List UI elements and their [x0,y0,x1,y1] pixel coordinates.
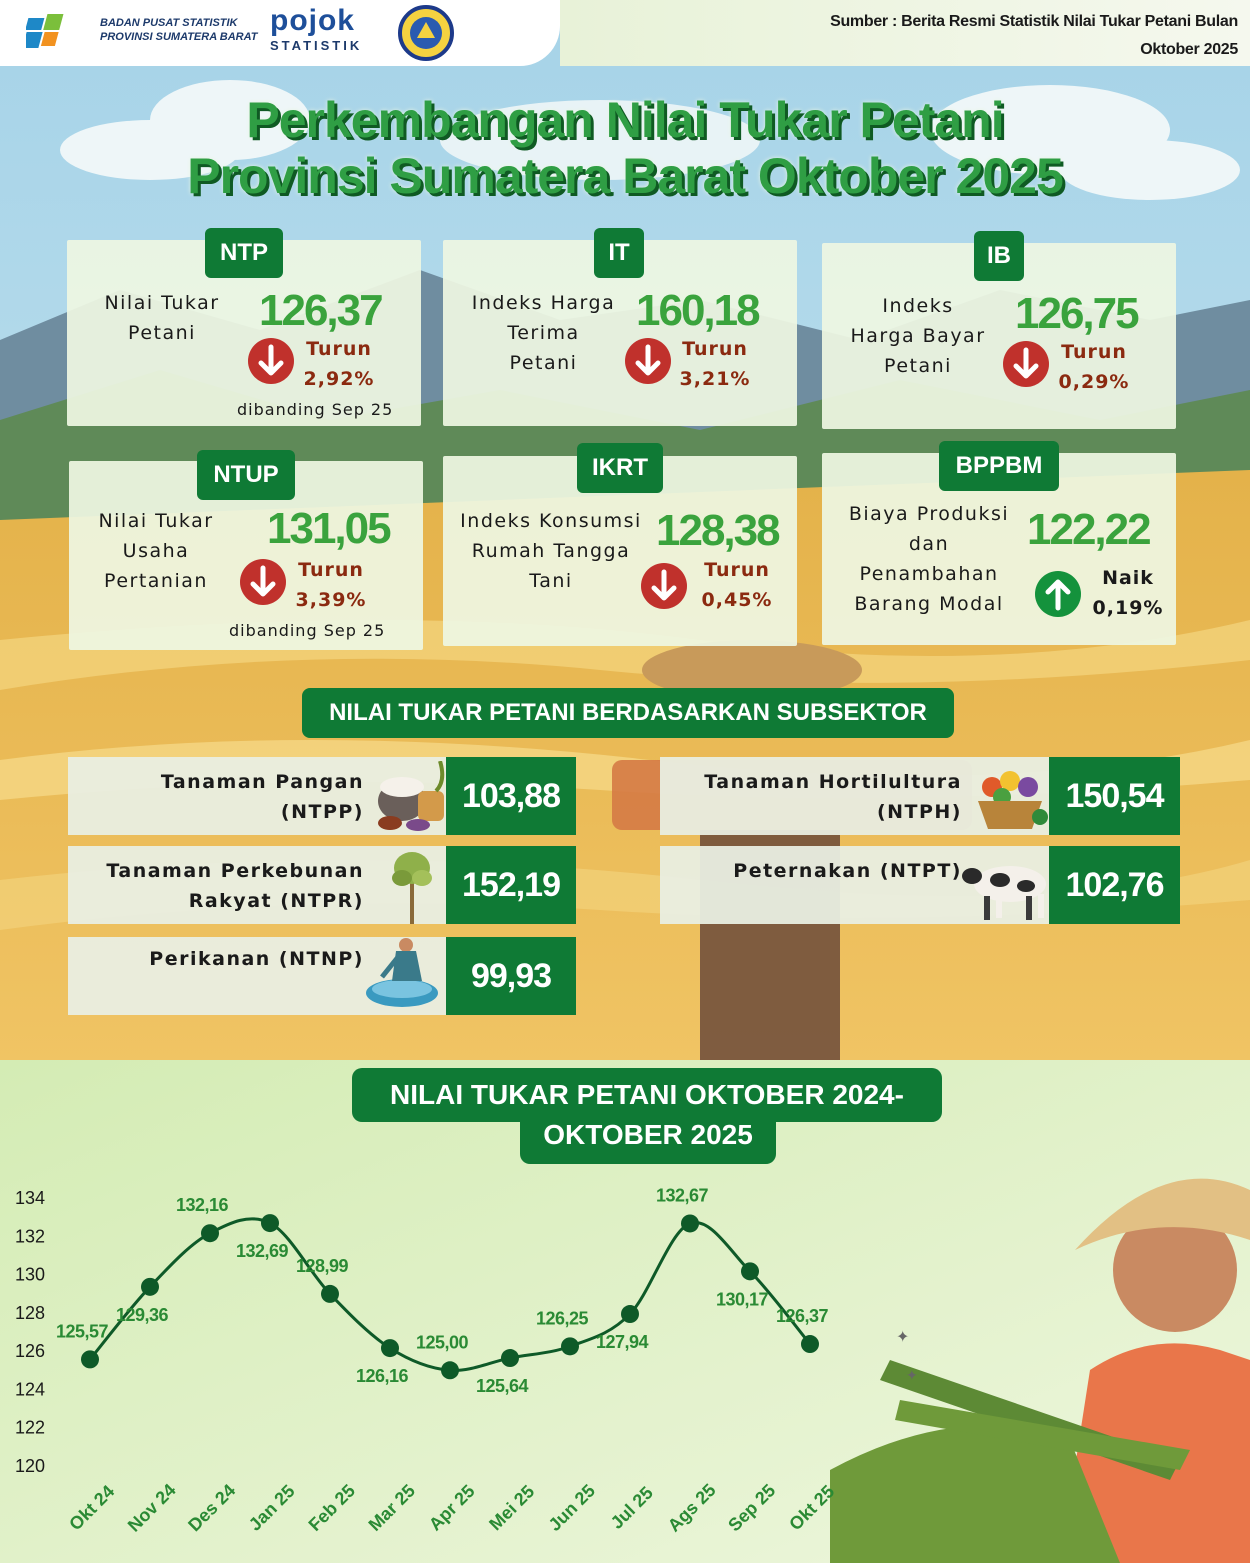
y-tick-label: 128 [14,1302,46,1323]
card-it-label-line3: Petani [509,352,578,374]
page-title [0,92,1250,204]
subsector-row-ntpp [68,757,576,835]
x-tick-label: Ags 25 [663,1479,720,1536]
card-ikrt-label [451,506,651,596]
x-tick-label: Jan 25 [244,1480,299,1535]
card-ntp-label-line1: Nilai Tukar [104,292,220,314]
card-ib-label-line1: Indeks [882,295,954,317]
data-point [381,1339,399,1357]
y-tick-label: 130 [14,1264,46,1285]
card-ikrt-value: 128,38 [656,506,779,555]
card-bppbm-value: 122,22 [1027,505,1150,554]
subsector-ntph-label [660,767,962,827]
down-arrow-icon [240,559,286,605]
data-point [801,1335,819,1353]
down-arrow-icon [248,338,294,384]
card-ikrt-direction: Turun [704,559,770,581]
data-point [621,1305,639,1323]
x-tick-label: Nov 24 [123,1479,180,1536]
subsector-row-ntpr [68,846,576,924]
down-arrow-icon [625,338,671,384]
page-title-line2: Provinsi Sumatera Barat Oktober 2025 [187,148,1063,204]
pojok-logo-subtext: STATISTIK [270,38,363,53]
card-bppbm-tag: BPPBM [939,441,1059,491]
card-ib-direction: Turun [1061,341,1127,363]
data-point [321,1285,339,1303]
card-ib-label-line2: Harga Bayar [850,325,986,347]
cow-icon [960,856,1056,922]
card-ikrt-change [693,555,781,615]
data-value-label: 125,00 [415,1332,469,1353]
card-bppbm-label-line1: Biaya Produksi [848,503,1010,525]
data-value-label: 132,16 [175,1195,229,1216]
data-value-label: 132,69 [235,1241,289,1262]
chart-heading-line2: OKTOBER 2025 [543,1119,753,1150]
data-value-label: 132,67 [655,1185,709,1206]
card-ntup-label-line2: Usaha [122,540,190,562]
subsector-ntpr-label-line2: Rakyat (NTPR) [188,890,364,912]
card-ntup-compare: dibanding Sep 25 [229,621,386,640]
svg-text:✦: ✦ [896,1327,910,1346]
subsector-ntpr-value: 152,19 [446,846,576,924]
data-value-label: 126,37 [775,1306,829,1327]
card-ntp-change [295,334,383,394]
down-arrow-icon [641,563,687,609]
card-bppbm-change [1084,563,1172,623]
data-value-label: 125,57 [55,1321,109,1342]
subsector-row-ntpt [660,846,1180,924]
ntp-line-chart [0,1060,1250,1563]
card-it-label-line2: Terima [507,322,580,344]
card-ntup-change [287,555,375,615]
org-name-line2: PROVINSI SUMATERA BARAT [100,31,258,43]
subsector-ntpp-label [68,767,364,827]
card-ib-change [1050,337,1138,397]
y-tick-label: 126 [14,1341,46,1362]
data-value-label: 127,94 [595,1332,649,1353]
y-tick-label: 124 [14,1379,46,1400]
y-tick-label: 132 [14,1226,46,1247]
data-point [501,1349,519,1367]
card-it-change [671,334,759,394]
card-ikrt-label-line3: Tani [529,570,573,592]
down-arrow-icon [1003,341,1049,387]
data-point [441,1361,459,1379]
data-value-label: 126,16 [355,1366,409,1387]
subsector-ntph-label-line1: Tanaman Hortilultura [704,771,962,793]
card-ntp-pct: 2,92% [303,368,375,390]
subsector-ntnp-value: 99,93 [446,937,576,1015]
x-tick-label: Sep 25 [724,1480,780,1536]
card-bppbm-direction: Naik [1102,567,1154,589]
card-ib-value: 126,75 [1015,289,1138,338]
subsector-heading: NILAI TUKAR PETANI BERDASARKAN SUBSEKTOR [302,688,954,738]
y-tick-label: 134 [14,1188,46,1208]
card-ntup-value: 131,05 [267,504,390,553]
x-tick-label: Okt 25 [785,1481,839,1535]
card-ib-tag: IB [974,231,1024,281]
svg-text:✦: ✦ [906,1368,918,1384]
x-tick-label: Apr 25 [424,1480,479,1535]
card-it-tag: IT [594,228,644,278]
card-ntp-direction: Turun [306,338,372,360]
card-bppbm-pct: 0,19% [1092,597,1164,619]
card-ikrt-pct: 0,45% [701,589,773,611]
x-tick-label: Mar 25 [364,1480,419,1535]
data-point [561,1337,579,1355]
subsector-ntnp-label: Perikanan (NTNP) [149,948,364,970]
card-bppbm-label-line2: dan [908,533,950,555]
card-ntup-pct: 3,39% [295,589,367,611]
data-value-label: 129,36 [115,1304,169,1325]
subsector-ntpr-label-line1: Tanaman Perkebunan [106,860,364,882]
bps-logo-icon [26,12,90,52]
data-value-label: 130,17 [715,1289,769,1310]
data-point [201,1224,219,1242]
x-tick-label: Feb 25 [304,1480,359,1535]
card-ntup-label-line1: Nilai Tukar [98,510,214,532]
card-it-pct: 3,21% [679,368,751,390]
card-ntup-label-line3: Pertanian [104,570,208,592]
source-line1: Sumber : Berita Resmi Statistik Nilai Tukar Petani Bulan [830,13,1238,30]
subsector-row-ntph [660,757,1180,835]
source-note [678,8,1238,64]
data-value-label: 126,25 [535,1308,589,1329]
subsector-ntpp-label-line1: Tanaman Pangan [160,771,364,793]
up-arrow-icon [1035,571,1081,617]
card-it-value: 160,18 [636,286,759,335]
subsector-ntpt-value: 102,76 [1049,846,1180,924]
x-tick-label: Okt 24 [65,1481,119,1535]
data-value-label: 128,99 [295,1255,349,1276]
card-bppbm-label-line3: Penambahan [859,563,999,585]
chart-heading-line1: NILAI TUKAR PETANI OKTOBER 2024- [390,1079,904,1110]
header-bar [0,0,560,66]
y-tick-label: 120 [14,1456,46,1476]
subsector-ntpp-label-line2: (NTPP) [280,801,364,823]
x-tick-label: Mei 25 [485,1481,539,1535]
subsector-ntph-label-line2: (NTPH) [876,801,962,823]
org-name [100,16,257,44]
x-tick-label: Des 24 [184,1480,240,1536]
data-point [741,1262,759,1280]
card-ikrt-label-line2: Rumah Tangga [471,540,631,562]
x-tick-label: Jul 25 [606,1482,657,1533]
card-bppbm-label [834,499,1024,619]
subsector-ntpp-value: 103,88 [446,757,576,835]
card-ntup-label [81,506,231,596]
subsector-row-ntnp [68,937,576,1015]
unp-seal-icon [397,4,455,62]
card-ikrt-label-line1: Indeks Konsumsi [460,510,642,532]
card-it-label-line1: Indeks Harga [471,292,616,314]
data-point [681,1214,699,1232]
pojok-logo-text: pojok [270,4,355,37]
subsector-ntph-value: 150,54 [1049,757,1180,835]
data-point [81,1350,99,1368]
card-ntp-label-line2: Petani [128,322,196,344]
card-it-label [461,288,626,378]
subsector-ntpr-label [68,856,364,916]
card-ib-label-line3: Petani [884,355,952,377]
y-tick-label: 122 [14,1417,46,1438]
source-line2: Oktober 2025 [1140,41,1238,58]
data-point [261,1214,279,1232]
card-ntp-label [87,288,237,348]
fruit-basket-icon [972,763,1048,831]
org-name-line1: BADAN PUSAT STATISTIK [100,17,238,29]
card-ntp-tag: NTP [205,228,283,278]
card-ntp-value: 126,37 [259,286,382,335]
card-ntp-compare: dibanding Sep 25 [237,400,394,419]
card-ikrt-tag: IKRT [577,443,663,493]
card-it-direction: Turun [682,338,748,360]
card-ib-pct: 0,29% [1058,371,1130,393]
page-title-line1: Perkembangan Nilai Tukar Petani [246,92,1004,148]
card-ntup-tag: NTUP [197,450,295,500]
fisherman-icon [362,937,450,1015]
food-crops-icon [374,761,450,833]
card-ntup-direction: Turun [298,559,364,581]
subsector-ntpt-label: Peternakan (NTPT) [733,860,962,882]
x-tick-label: Jun 25 [544,1480,599,1535]
plantation-tree-icon [388,850,436,924]
data-point [141,1278,159,1296]
data-value-label: 125,64 [475,1376,529,1397]
card-ib-label [838,291,998,381]
card-bppbm-label-line4: Barang Modal [854,593,1004,615]
